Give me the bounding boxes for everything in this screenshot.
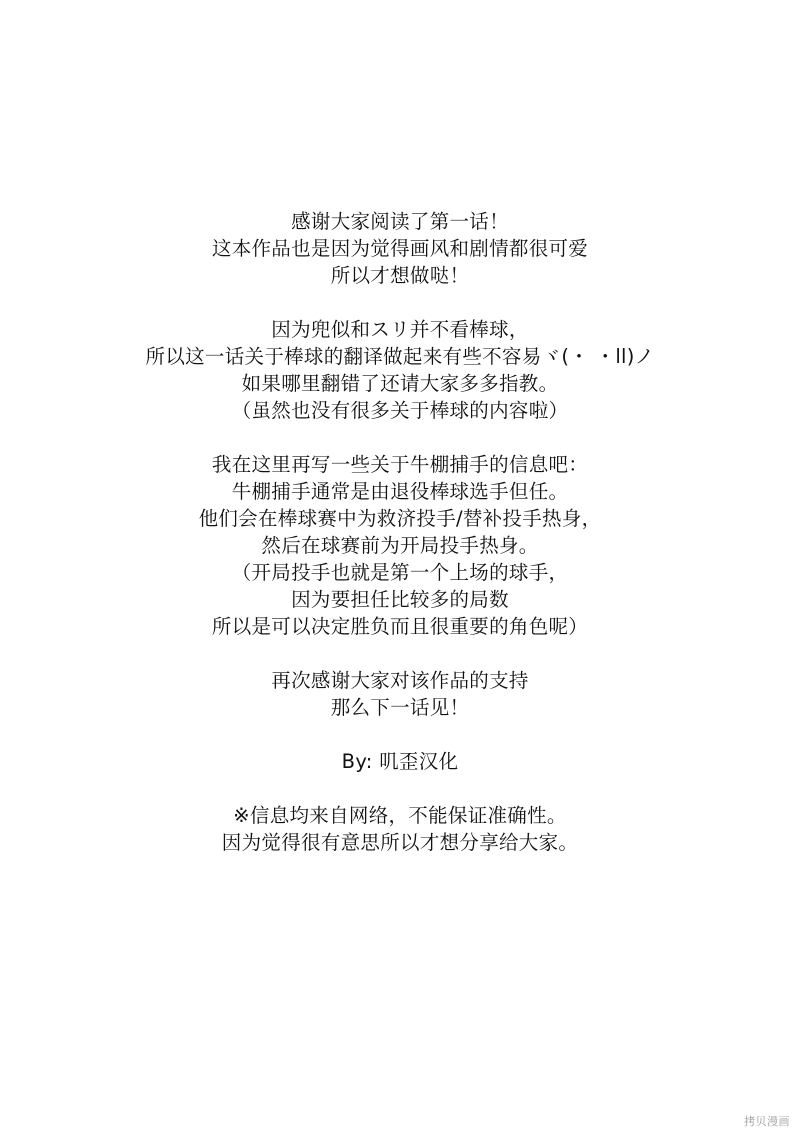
- note-line: 所以才想做哒！: [330, 264, 470, 287]
- note-line: 这本作品也是因为觉得画风和剧情都很可爱: [211, 237, 589, 260]
- note-line: 那么下一话见！: [330, 696, 470, 719]
- note-line: 然后在球赛前为开局投手热身。: [261, 534, 539, 557]
- note-line: 感谢大家阅读了第一话！: [291, 210, 509, 233]
- note-paragraph-disclaimer: [0, 802, 800, 856]
- note-line: 因为觉得很有意思所以才想分享给大家。: [221, 831, 579, 854]
- note-line: （开局投手也就是第一个上场的球手，: [231, 561, 569, 584]
- note-line: 牛棚捕手通常是由退役棒球选手但任。: [231, 480, 569, 503]
- note-line: 所以是可以决定胜负而且很重要的角色呢）: [211, 615, 589, 638]
- note-line: 我在这里再写一些关于牛棚捕手的信息吧：: [211, 453, 589, 476]
- note-paragraph-credit: [0, 748, 800, 775]
- note-line: 再次感谢大家对该作品的支持: [271, 669, 529, 692]
- watermark: 拷贝漫画: [744, 1115, 790, 1128]
- credit-line: By: 叽歪汉化: [341, 750, 459, 773]
- note-line: ※信息均来自网络，不能保证准确性。: [233, 804, 567, 827]
- note-paragraph-thanks: [0, 208, 800, 289]
- note-line: 因为要担任比较多的局数: [291, 588, 509, 611]
- note-line: 所以这一话关于棒球的翻译做起来有些不容易ヾ(・ ・ll)ノ: [145, 345, 655, 368]
- note-paragraph-farewell: [0, 667, 800, 721]
- note-line: （虽然也没有很多关于棒球的内容啦）: [231, 399, 569, 422]
- note-line: 因为兜似和スリ并不看棒球，: [271, 318, 529, 341]
- note-paragraph-baseball: [0, 316, 800, 424]
- note-line: 他们会在棒球赛中为救济投手/替补投手热身，: [198, 507, 602, 530]
- note-paragraph-bullpen-catcher: [0, 451, 800, 640]
- note-line: 如果哪里翻错了还请大家多多指教。: [241, 372, 559, 395]
- translator-note: [0, 208, 800, 883]
